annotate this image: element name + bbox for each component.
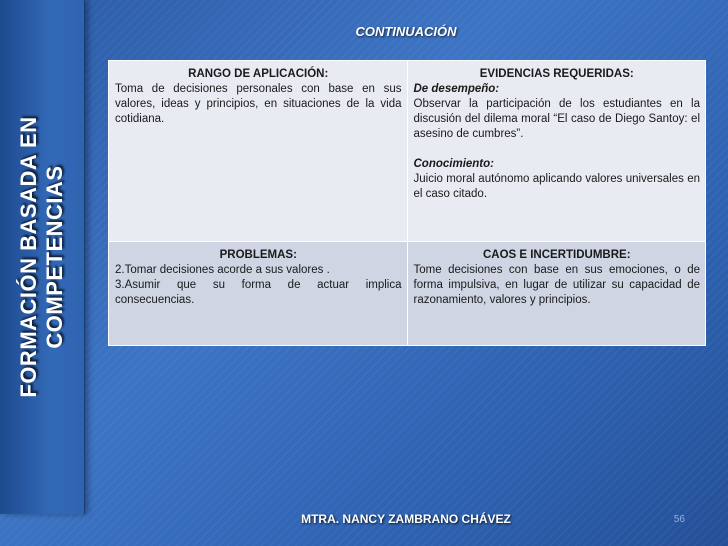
evidencias-title: EVIDENCIAS REQUERIDAS: [479,68,634,80]
sidebar-title-line2: COMPETENCIAS [42,165,67,349]
sidebar-panel [0,0,85,514]
sidebar-title-line1: FORMACIÓN BASADA EN [16,116,41,398]
rango-title: RANGO DE APLICACIÓN: [188,68,329,80]
sidebar-title [16,116,68,397]
problemas-item-2: 3.Asumir que su forma de actuar implica consecuencias. [115,279,402,306]
rango-text: Toma de decisiones personales con base en sus valores, ideas y principios, en situaciones de la vida cotidiana. [115,83,402,125]
page-number: 56 [673,514,685,525]
cell-evidencias [407,61,706,242]
cell-rango [109,61,408,242]
footer-author: MTRA. NANCY ZAMBRANO CHÁVEZ [301,512,511,526]
table-row [109,61,706,242]
problemas-item-1: 2.Tomar decisiones acorde a sus valores . [115,264,330,276]
cell-problemas [109,242,408,346]
page-heading: CONTINUACIÓN [355,24,457,39]
spacer [414,142,701,157]
conocimiento-text: Juicio moral autónomo aplicando valores universales en el caso citado. [413,173,700,200]
caos-text: Tome decisiones con base en sus emociones, o de forma impulsiva, en lugar de utilizar su capacidad de razonamiento, valores y principios. [413,264,700,306]
cell-caos [407,242,706,346]
table-row [109,242,706,346]
desempeno-label: De desempeño: [413,83,500,95]
conocimiento-label: Conocimiento: [413,158,494,170]
caos-title: CAOS E INCERTIDUMBRE: [482,249,631,261]
competency-table [108,60,706,346]
desempeno-text: Observar la participación de los estudiantes en la discusión del dilema moral “El caso de Diego Santoy: el asesino de cumbres”. [413,98,700,140]
problemas-title: PROBLEMAS: [219,249,297,261]
